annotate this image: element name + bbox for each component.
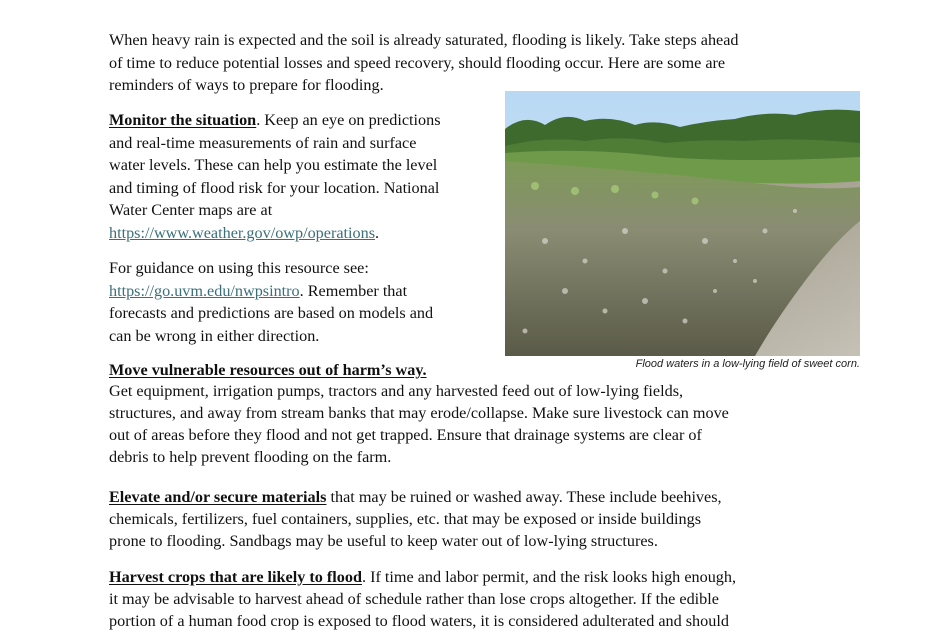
intro-line: When heavy rain is expected and the soil is already saturated, flooding is likely. Take steps ahead — [109, 31, 739, 49]
move-heading-line — [109, 359, 427, 381]
guidance-line: forecasts and predictions are based on models and — [109, 304, 434, 322]
monitor-line: Water Center maps are at — [109, 201, 273, 219]
harvest-heading-period: . — [361, 568, 367, 586]
photo-caption: Flood waters in a low-lying field of sweet corn. — [635, 358, 860, 370]
guidance-line: For guidance on using this resource see: — [109, 259, 369, 277]
harvest-text: If time and labor permit, and the risk looks high enough, — [366, 568, 737, 586]
monitor-line: and timing of flood risk for your location. National — [109, 178, 440, 197]
elevate-text: that may be ruined or washed away. These include beehives, — [326, 488, 722, 506]
monitor-link-period: . — [375, 223, 380, 242]
flooded-corn-field-photo — [505, 91, 860, 356]
elevate-heading: Elevate and/or secure materials — [109, 488, 327, 506]
monitor-text: Keep an eye on predictions — [260, 111, 441, 129]
elevate-line: prone to flooding. Sandbags may be useful to keep water out of low-lying structures. — [109, 532, 658, 550]
move-line: structures, and away from stream banks that may erode/collapse. Make sure livestock can move — [109, 404, 729, 422]
photo-illustration — [505, 91, 860, 356]
guidance-text: . Remember that — [299, 281, 408, 300]
monitor-line: and real-time measurements of rain and surface — [109, 133, 417, 152]
move-heading: Move vulnerable resources out of harm’s way. — [109, 361, 427, 379]
monitor-line: water levels. These can help you estimate the level — [109, 156, 438, 174]
move-line: Get equipment, irrigation pumps, tractors and any harvested feed out of low-lying fields, — [109, 382, 684, 400]
monitor-link-line — [109, 222, 379, 244]
harvest-first-line — [109, 566, 736, 588]
elevate-first-line — [109, 486, 722, 508]
nws-maps-link[interactable]: https://www.weather.gov/owp/operations — [109, 223, 376, 242]
nwps-intro-link[interactable]: https://go.uvm.edu/nwpsintro — [109, 281, 300, 300]
guidance-link-line — [109, 280, 407, 302]
move-line: out of areas before they flood and not get trapped. Ensure that drainage systems are clear of — [109, 426, 702, 444]
elevate-line: chemicals, fertilizers, fuel containers, supplies, etc. that may be exposed or inside buildings — [109, 510, 702, 528]
harvest-line: it may be advisable to harvest ahead of schedule rather than lose crops altogether. If the edible — [109, 590, 719, 608]
move-line: debris to help prevent flooding on the farm. — [109, 448, 392, 466]
monitor-first-line — [109, 109, 441, 131]
monitor-heading: Monitor the situation — [109, 111, 257, 129]
intro-line: of time to reduce potential losses and speed recovery, should flooding occur. Here are some are — [109, 53, 726, 72]
intro-line: reminders of ways to prepare for flooding. — [109, 76, 384, 94]
harvest-heading: Harvest crops that are likely to flood — [109, 568, 362, 586]
monitor-heading-period: . — [256, 111, 261, 129]
harvest-line: portion of a human food crop is exposed to flood waters, it is considered adulterated and should — [109, 612, 729, 630]
guidance-line: can be wrong in either direction. — [109, 326, 320, 345]
